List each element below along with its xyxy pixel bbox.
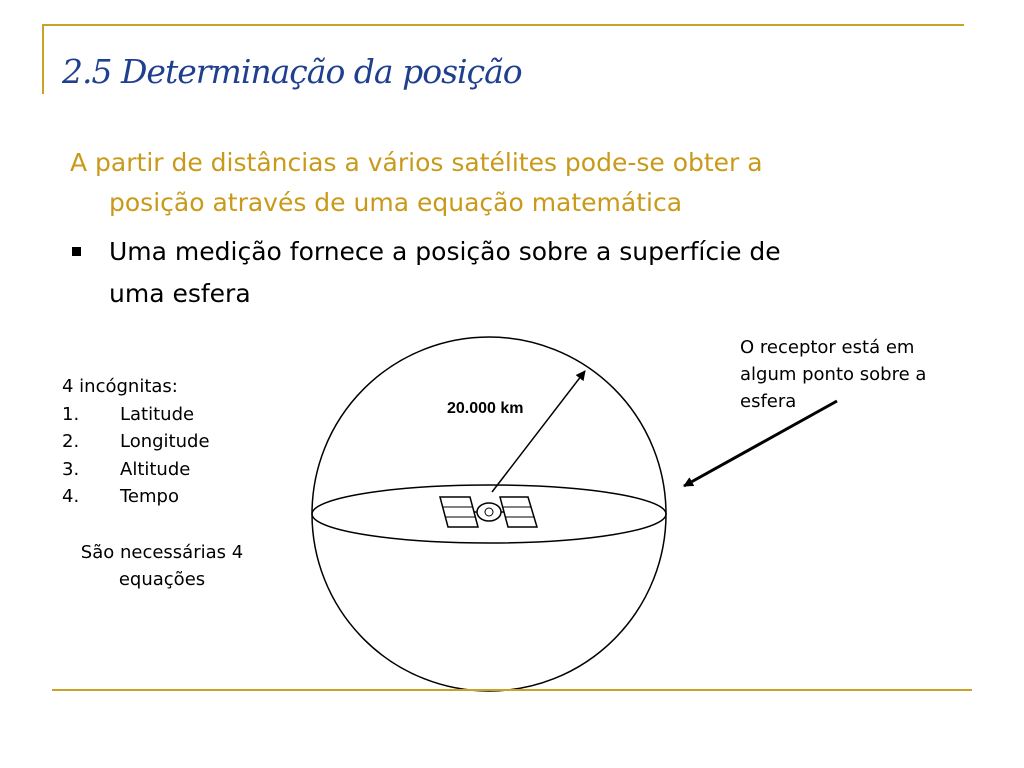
bullet-intro-line2: posição através de uma equação matemática [109,188,683,217]
list-item-label: Longitude [120,431,210,452]
list-item-number: 1. [62,403,80,425]
bullet-measurement-line2: uma esfera [109,279,251,308]
list-item-label: Tempo [120,486,179,507]
slide-title: 2.5 Determinação da posição [62,52,522,91]
unknowns-title: 4 incógnitas: [62,376,178,397]
list-item-number: 2. [62,431,80,452]
bullet-intro-line1: A partir de distâncias a vários satélites pode-se obter a [70,148,763,177]
bullet-measurement-line1: Uma medição fornece a posição sobre a superfície de [109,237,781,266]
distance-label: 20.000 km [447,400,524,417]
satellite-icon [440,497,537,527]
frame-bottom-line [52,689,972,691]
radius-arrow [492,371,585,492]
list-item-number: 3. [62,458,80,480]
pointer-arrow [684,401,837,486]
list-item-label: Altitude [120,458,191,480]
equations-note: São necessárias 4 equações [80,542,244,590]
list-item-label: Latitude [120,403,195,425]
receptor-note: O receptor está em algum ponto sobre a esfera [740,337,927,412]
list-item-number: 4. [62,486,80,507]
